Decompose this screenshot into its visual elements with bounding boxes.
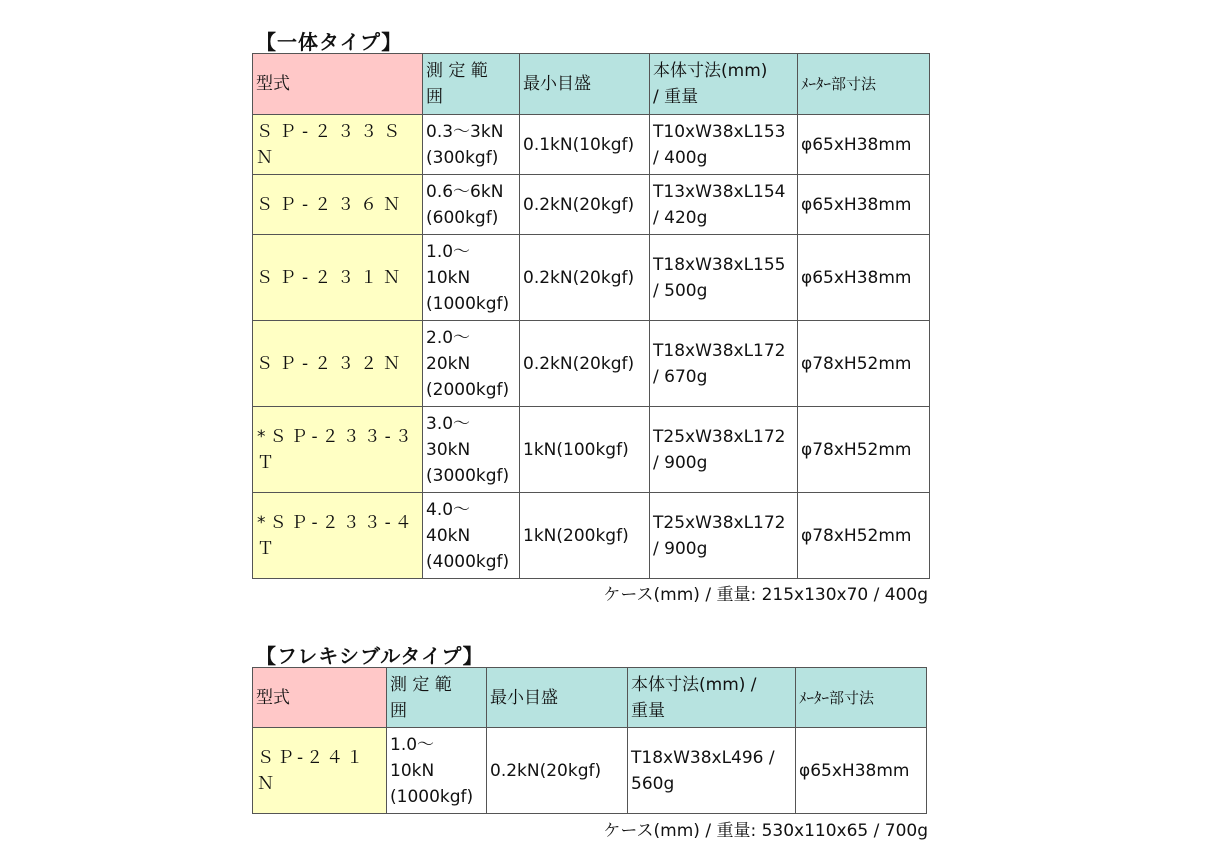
header-min-scale: 最小目盛 <box>520 54 650 115</box>
body-dimensions-cell: T18xW38xL496 / 560g <box>628 728 796 814</box>
meter-dimensions-cell: φ65xH38mm <box>798 175 930 235</box>
model-cell: ＳＰ-２３３ＳＮ <box>253 115 423 175</box>
meter-dimensions-cell: φ78xH52mm <box>798 407 930 493</box>
min-scale-cell: 0.2kN(20kgf) <box>487 728 628 814</box>
min-scale-cell: 0.2kN(20kgf) <box>520 175 650 235</box>
min-scale-cell: 0.2kN(20kgf) <box>520 235 650 321</box>
body-dimensions-cell: T18xW38xL155 / 500g <box>650 235 798 321</box>
min-scale-cell: 1kN(200kgf) <box>520 493 650 579</box>
header-range: 測 定 範 囲 <box>423 54 520 115</box>
header-min-scale: 最小目盛 <box>487 668 628 728</box>
header-model: 型式 <box>253 54 423 115</box>
meter-dimensions-cell: φ78xH52mm <box>798 493 930 579</box>
model-cell: *ＳＰ-２３３-４Ｔ <box>253 493 423 579</box>
range-cell: 2.0～ 20kN (2000kgf) <box>423 321 520 407</box>
meter-dimensions-cell: φ65xH38mm <box>798 235 930 321</box>
header-range: 測 定 範 囲 <box>387 668 487 728</box>
min-scale-cell: 1kN(100kgf) <box>520 407 650 493</box>
section-title-integrated: 【一体タイプ】 <box>256 30 403 54</box>
case-note-flexible: ケース(mm) / 重量: 530x110x65 / 700g <box>603 821 928 841</box>
table-row <box>253 407 930 493</box>
header-meter-dimensions: ﾒｰﾀｰ部寸法 <box>796 668 927 728</box>
range-cell: 4.0～ 40kN (4000kgf) <box>423 493 520 579</box>
model-cell: ＳＰ-２４１Ｎ <box>253 728 387 814</box>
header-body-dimensions: 本体寸法(mm) / 重量 <box>628 668 796 728</box>
spec-table-flexible <box>252 667 927 814</box>
range-cell: 0.6～6kN (600kgf) <box>423 175 520 235</box>
table-row <box>253 175 930 235</box>
range-cell: 0.3～3kN (300kgf) <box>423 115 520 175</box>
table-row <box>253 115 930 175</box>
model-cell: *ＳＰ-２３３-３Ｔ <box>253 407 423 493</box>
range-cell: 1.0～ 10kN (1000kgf) <box>387 728 487 814</box>
header-meter-dimensions: ﾒｰﾀｰ部寸法 <box>798 54 930 115</box>
header-model: 型式 <box>253 668 387 728</box>
body-dimensions-cell: T18xW38xL172 / 670g <box>650 321 798 407</box>
min-scale-cell: 0.1kN(10kgf) <box>520 115 650 175</box>
section-title-flexible: 【フレキシブルタイプ】 <box>256 644 484 668</box>
meter-dimensions-cell: φ78xH52mm <box>798 321 930 407</box>
body-dimensions-cell: T10xW38xL153 / 400g <box>650 115 798 175</box>
table-header-row <box>253 668 927 728</box>
model-cell: ＳＰ-２３１Ｎ <box>253 235 423 321</box>
range-cell: 1.0～ 10kN (1000kgf) <box>423 235 520 321</box>
meter-dimensions-cell: φ65xH38mm <box>798 115 930 175</box>
body-dimensions-cell: T25xW38xL172 / 900g <box>650 493 798 579</box>
model-cell: ＳＰ-２３６Ｎ <box>253 175 423 235</box>
range-cell: 3.0～ 30kN (3000kgf) <box>423 407 520 493</box>
table-row <box>253 728 927 814</box>
body-dimensions-cell: T25xW38xL172 / 900g <box>650 407 798 493</box>
body-dimensions-cell: T13xW38xL154 / 420g <box>650 175 798 235</box>
table-header-row <box>253 54 930 115</box>
meter-dimensions-cell: φ65xH38mm <box>796 728 927 814</box>
header-body-dimensions: 本体寸法(mm) / 重量 <box>650 54 798 115</box>
table-row <box>253 493 930 579</box>
table-row <box>253 235 930 321</box>
model-cell: ＳＰ-２３２Ｎ <box>253 321 423 407</box>
spec-table-integrated <box>252 53 930 579</box>
min-scale-cell: 0.2kN(20kgf) <box>520 321 650 407</box>
table-row <box>253 321 930 407</box>
case-note-integrated: ケース(mm) / 重量: 215x130x70 / 400g <box>603 585 928 605</box>
